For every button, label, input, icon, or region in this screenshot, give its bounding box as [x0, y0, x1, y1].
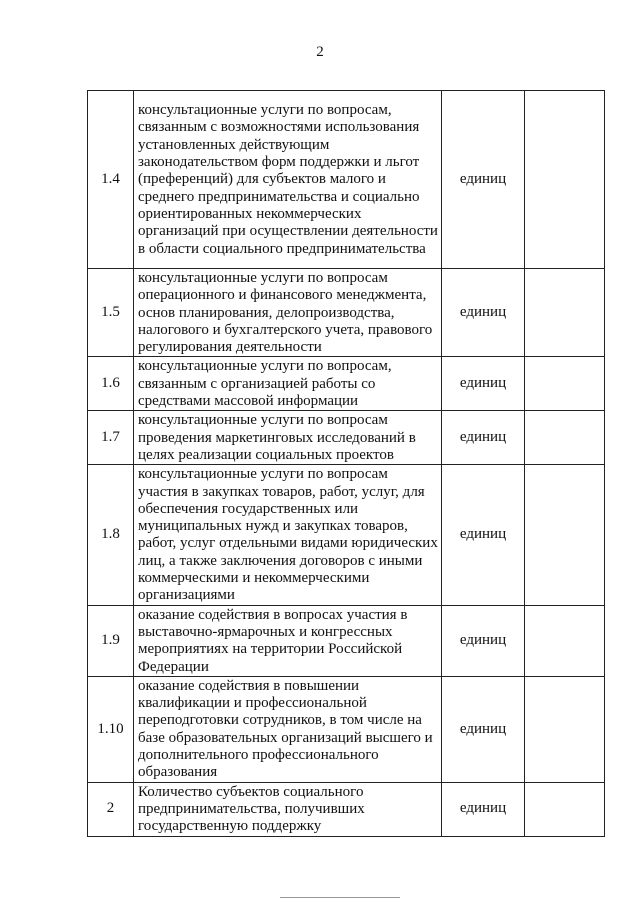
row-description: консультационные услуги по вопросам, связанным с возможностями использования установленных действующим законодательством форм поддержки и льгот (преференций) для субъектов малого и среднего предпринимательства и социально ориентированных некоммерческих организаций при осуществлении деятельности в области социального предпринимательства [134, 91, 442, 269]
row-value [525, 676, 605, 782]
row-number: 1.7 [88, 411, 134, 465]
row-description: консультационные услуги по вопросам, связанным с организацией работы со средствами массовой информации [134, 357, 442, 411]
scan-edge-line [280, 897, 400, 898]
row-unit: единиц [442, 269, 525, 357]
row-number: 1.8 [88, 465, 134, 605]
row-description: Количество субъектов социального предпринимательства, получивших государственную поддержку [134, 782, 442, 836]
row-number: 2 [88, 782, 134, 836]
row-description: консультационные услуги по вопросам операционного и финансового менеджмента, основ планирования, делопроизводства, налогового и бухгалтерского учета, правового регулирования деятельности [134, 269, 442, 357]
row-unit: единиц [442, 91, 525, 269]
row-value [525, 465, 605, 605]
row-unit: единиц [442, 465, 525, 605]
row-description: консультационные услуги по вопросам участия в закупках товаров, работ, услуг, для обеспечения государственных или муниципальных нужд и закупках товаров, работ, услуг отдельными видами юридических лиц, а также заключения договоров с иными коммерческими и некоммерческими организациями [134, 465, 442, 605]
row-unit: единиц [442, 676, 525, 782]
row-description: консультационные услуги по вопросам проведения маркетинговых исследований в целях реализации социальных проектов [134, 411, 442, 465]
table-row [88, 91, 605, 269]
row-unit: единиц [442, 357, 525, 411]
page-number: 2 [316, 44, 324, 60]
table-row [88, 357, 605, 411]
row-number: 1.5 [88, 269, 134, 357]
table-row [88, 782, 605, 836]
row-value [525, 411, 605, 465]
row-value [525, 782, 605, 836]
row-value [525, 605, 605, 676]
table-row [88, 605, 605, 676]
table-row [88, 411, 605, 465]
row-unit: единиц [442, 605, 525, 676]
row-number: 1.10 [88, 676, 134, 782]
row-value [525, 269, 605, 357]
table-row [88, 269, 605, 357]
table-row [88, 676, 605, 782]
row-unit: единиц [442, 782, 525, 836]
row-description: оказание содействия в повышении квалификации и профессиональной переподготовки сотрудников, в том числе на базе образовательных организаций высшего и дополнительного профессионального образования [134, 676, 442, 782]
indicators-table [87, 90, 605, 837]
row-value [525, 91, 605, 269]
table-row [88, 465, 605, 605]
row-value [525, 357, 605, 411]
row-number: 1.6 [88, 357, 134, 411]
row-unit: единиц [442, 411, 525, 465]
row-number: 1.4 [88, 91, 134, 269]
row-description: оказание содействия в вопросах участия в выставочно-ярмарочных и конгрессных мероприятиях на территории Российской Федерации [134, 605, 442, 676]
row-number: 1.9 [88, 605, 134, 676]
